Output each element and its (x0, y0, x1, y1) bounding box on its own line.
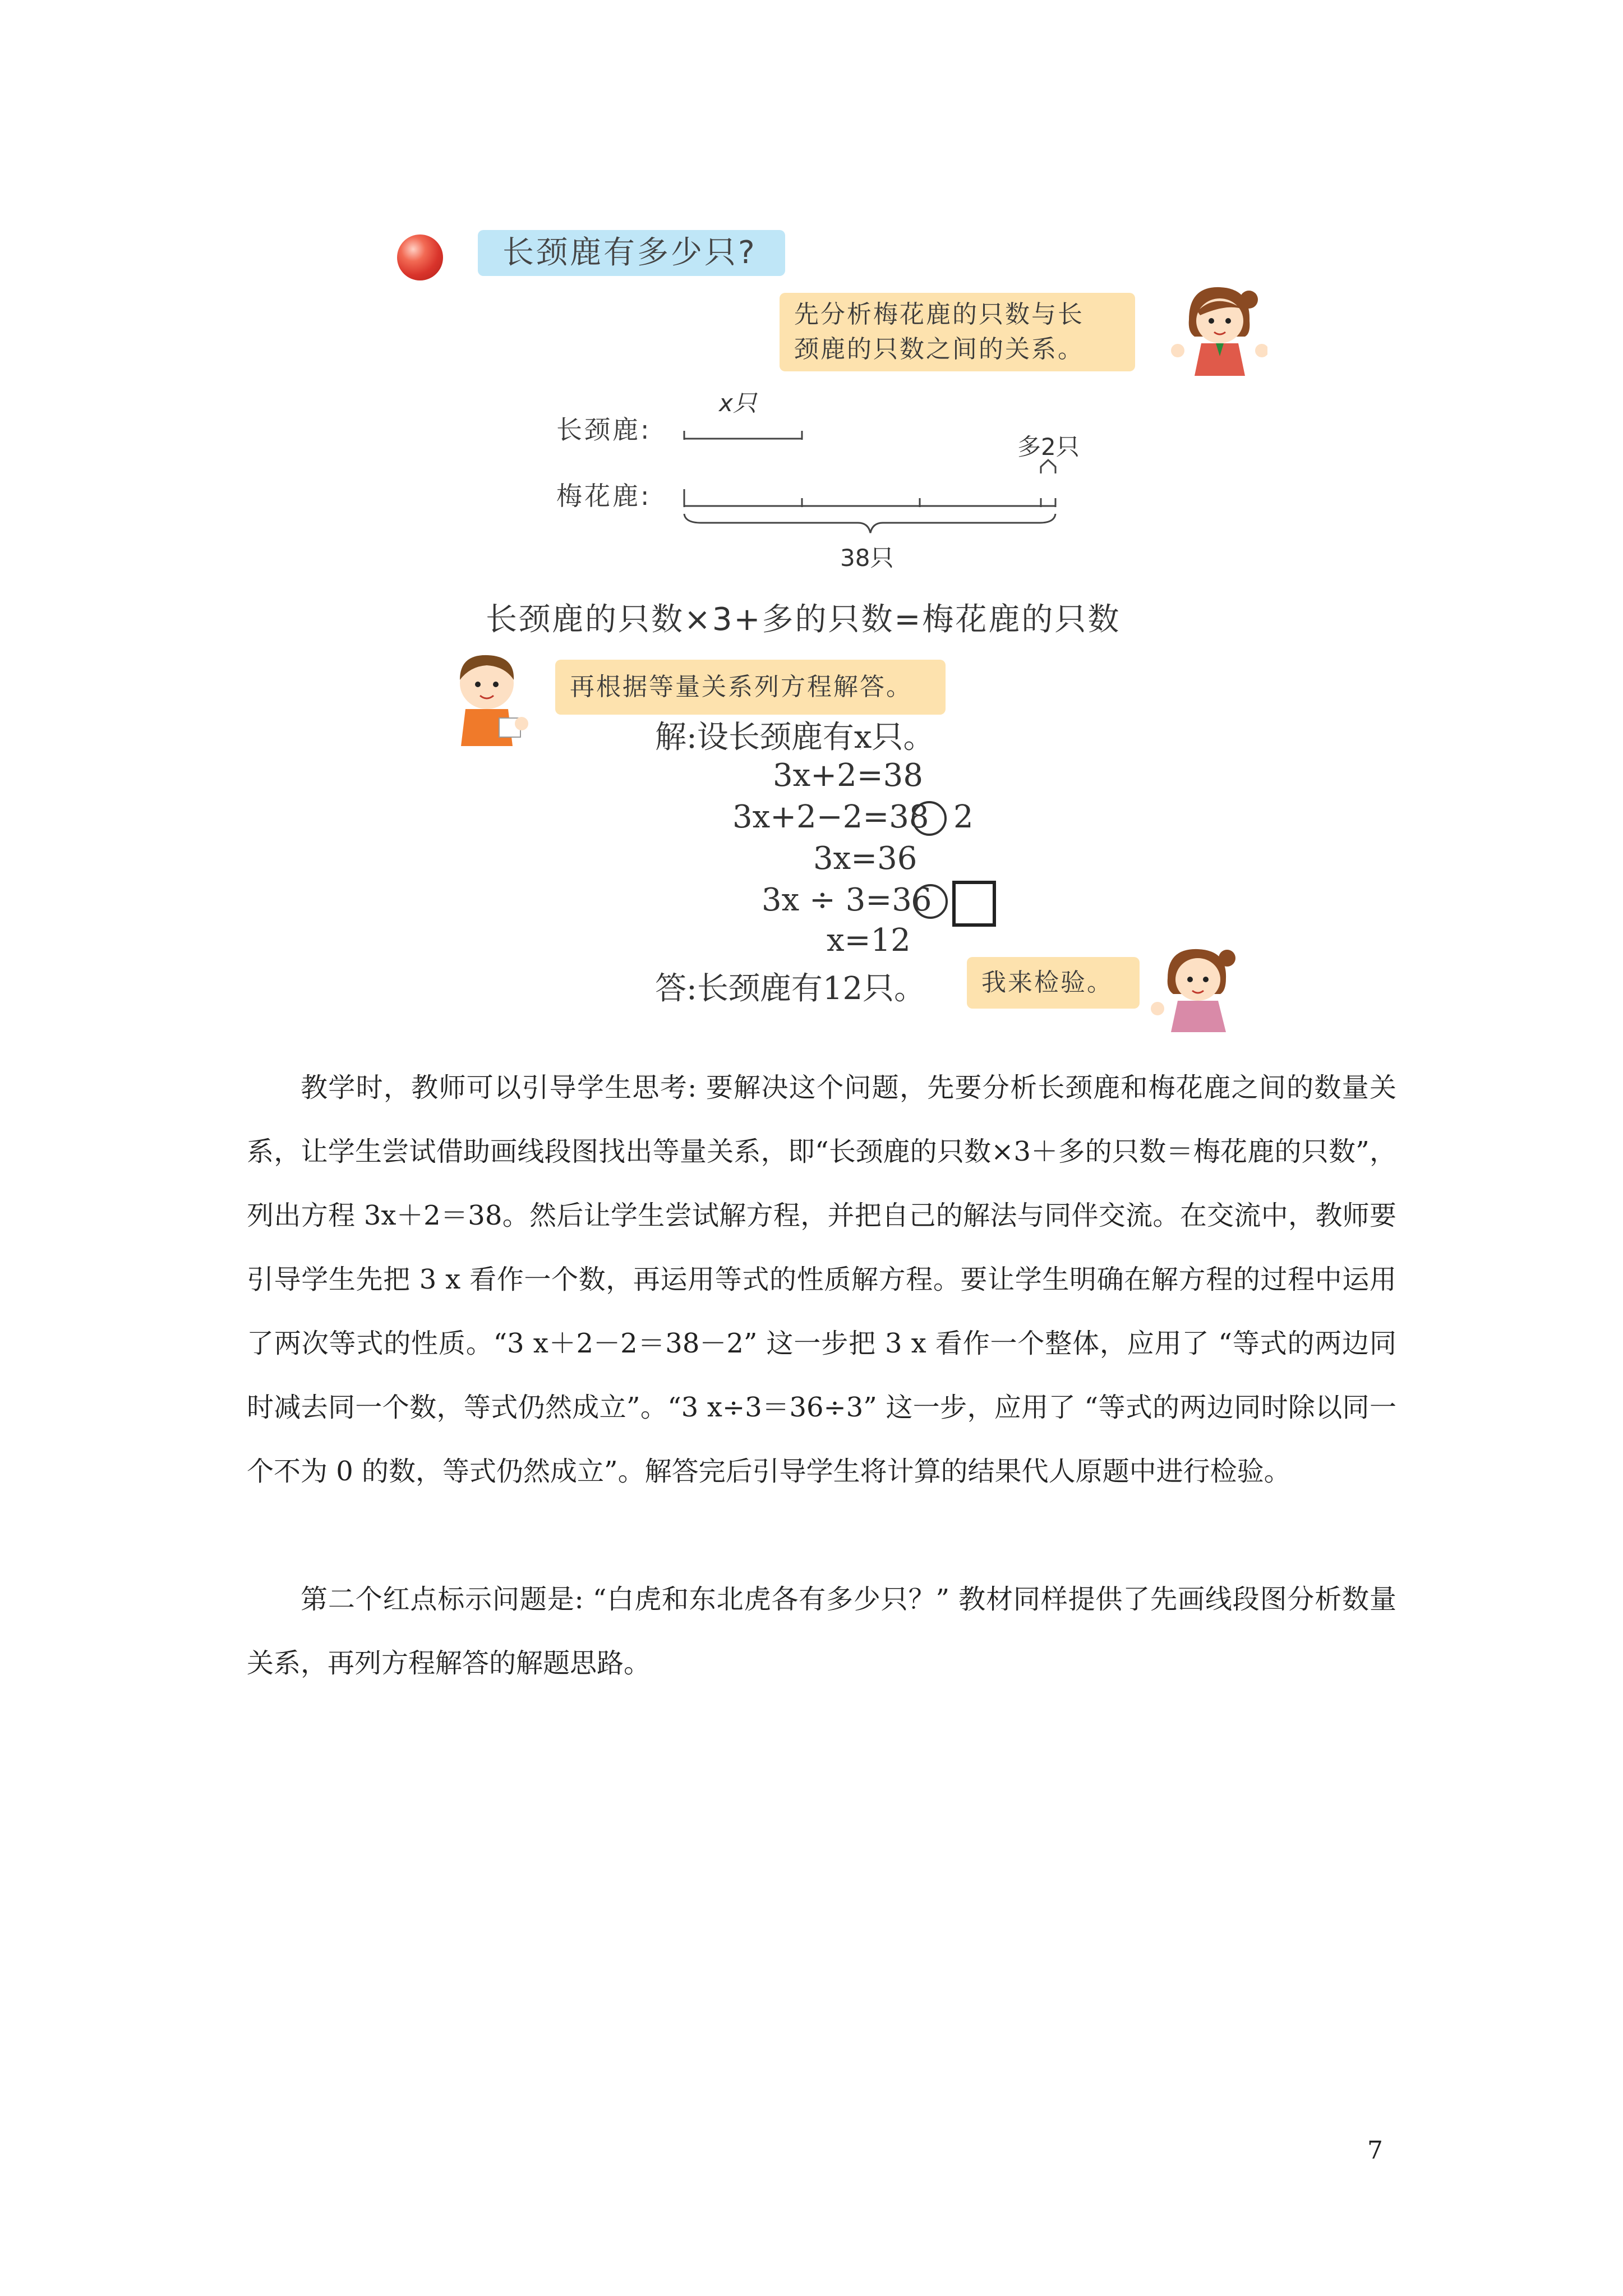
deer-label: 梅花鹿: (556, 481, 652, 511)
equation-3: 3x=36 (813, 840, 917, 877)
more-label: 多2只 (1017, 433, 1080, 461)
solution-let: 解:设长颈鹿有x只。 (655, 719, 935, 756)
girl-checking-icon (1142, 942, 1248, 1032)
boy-character-icon (443, 651, 538, 752)
giraffe-label: 长颈鹿: (556, 415, 652, 445)
equation-2-tail: 2 (953, 799, 974, 835)
tip-bubble-equation: 再根据等量关系列方程解答。 (555, 660, 946, 715)
segment-diagram (667, 415, 1071, 544)
total-label: 38只 (840, 544, 894, 572)
body-paragraph-2 (247, 1567, 1396, 1695)
tip-bubble-analyze (780, 293, 1135, 371)
paragraph-text: 第二个红点标示问题是: “白虎和东北虎各有多少只？” 教材同样提供了先画线段图分析数量关系，再列方程解答的解题思路。 (247, 1584, 1396, 1679)
solution-answer: 答:长颈鹿有12只。 (655, 970, 926, 1007)
operator-blank-circle[interactable] (913, 884, 948, 919)
number-blank-box[interactable] (952, 881, 996, 927)
quantity-relation: 长颈鹿的只数×3+多的只数=梅花鹿的只数 (486, 601, 1121, 638)
tip-line: 先分析梅花鹿的只数与长 (794, 300, 1084, 329)
equation-4: 3x ÷ 3=36 (762, 882, 932, 918)
operator-blank-circle[interactable] (912, 801, 947, 836)
girl-character-icon (1166, 280, 1267, 381)
tip-bubble-check: 我来检验。 (967, 957, 1140, 1009)
equation-2: 3x+2−2=38 (732, 799, 929, 835)
paragraph-text: 教学时，教师可以引导学生思考: 要解决这个问题，先要分析长颈鹿和梅花鹿之间的数量关系，让学生尝试借助画线段图找出等量关系，即“长颈鹿的只数×3＋多的只数＝梅花鹿的只数”，列出方程 3x＋2＝38。然后让学生尝试解方程，并把自己的解法与同伴交流。在交流中，教师要引导学生先把 3 x 看作一个数，再运用等式的性质解方程。要让学生明确在解方程的过程中运用了两次等式的性质。“3 x＋2－2＝38－2” 这一步把 3 x 看作一个整体，应用了 “等式的两边同时减去同一个数，等式仍然成立”。“3 x÷3＝36÷3” 这一步，应用了 “等式的两边同时除以同一个不为 0 的数，等式仍然成立”。解答完后引导学生将计算的结果代人原题中进行检验。 (247, 1072, 1396, 1487)
page-number: 7 (1367, 2136, 1383, 2165)
equation-5: x=12 (827, 922, 911, 959)
x-label: x只 (719, 389, 757, 417)
body-paragraph-1 (247, 1056, 1396, 1503)
equation-1: 3x+2=38 (773, 757, 923, 794)
tip-line: 颈鹿的只数之间的关系。 (794, 335, 1084, 364)
red-dot-icon (397, 234, 443, 280)
problem-title: 长颈鹿有多少只? (478, 230, 785, 276)
